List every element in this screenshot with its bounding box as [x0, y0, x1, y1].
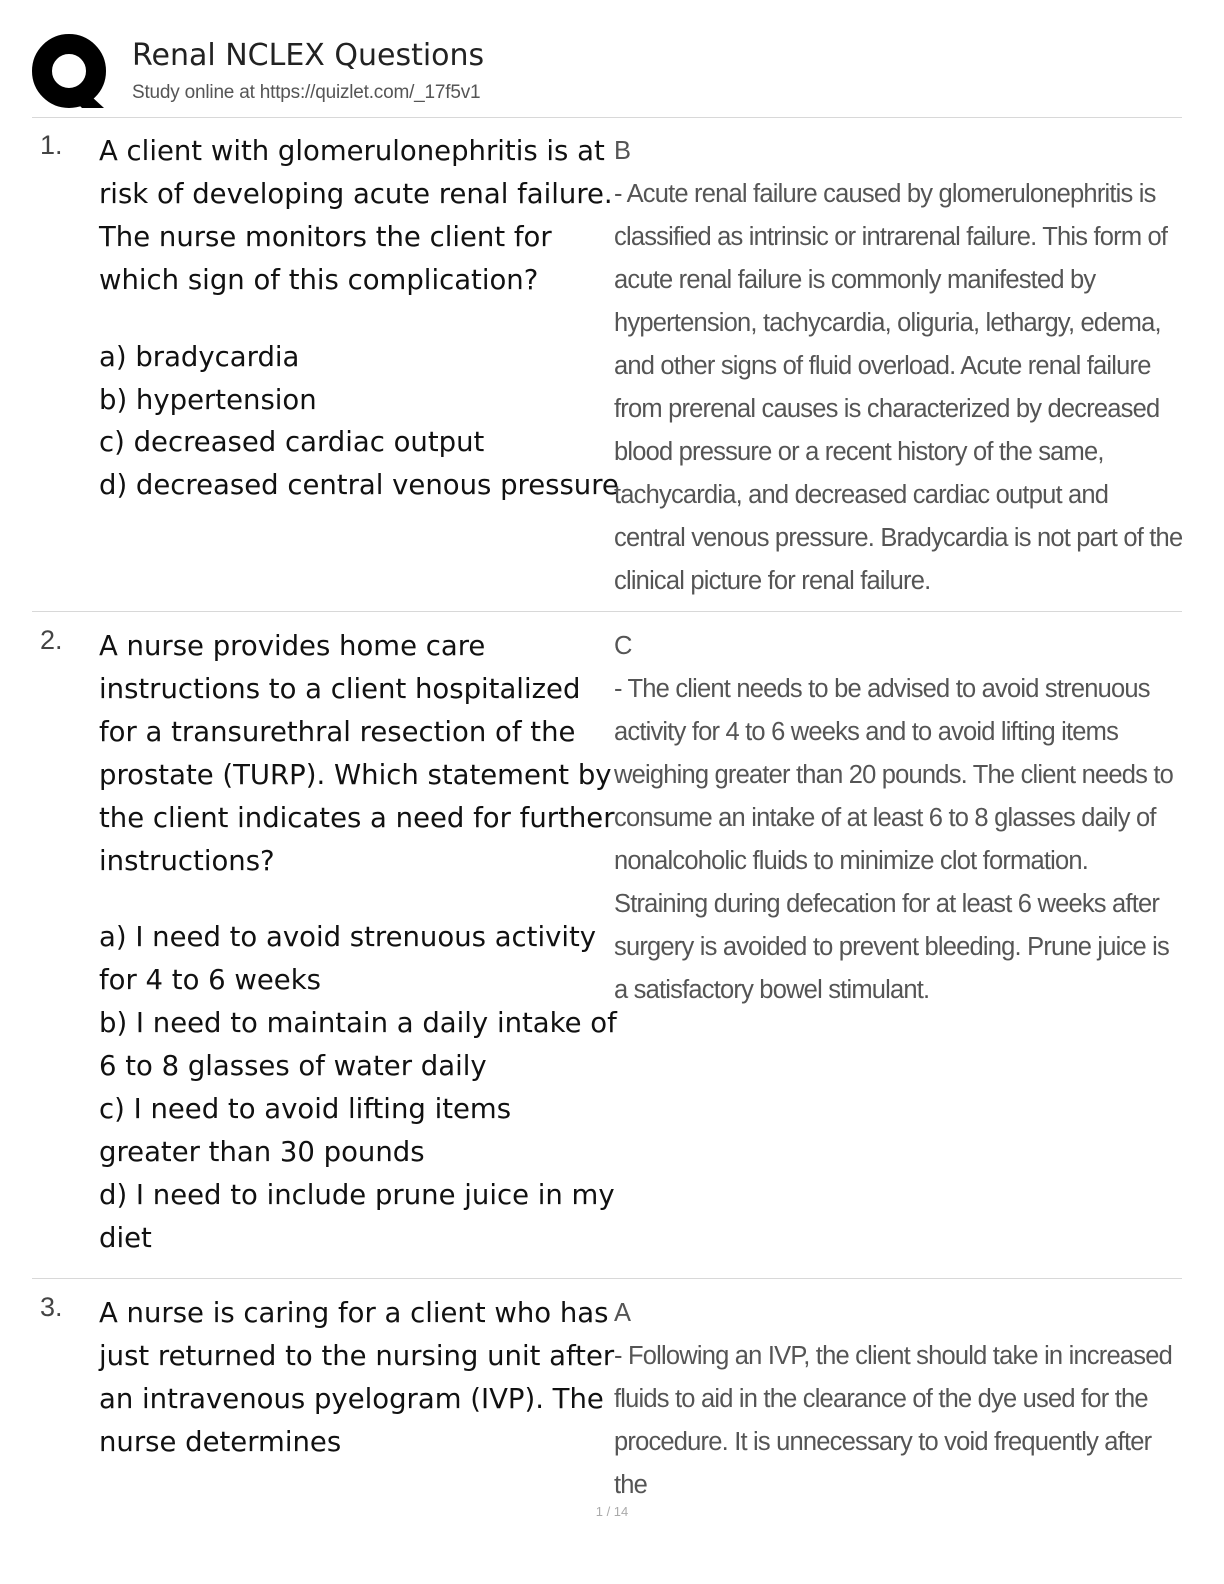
answer-block [614, 625, 1184, 1012]
card-number: 3. [40, 1292, 63, 1322]
divider [32, 117, 1182, 118]
question-text: A nurse provides home care instructions to a client hospitalized for a transurethral resection of the prostate (TURP). Which statement by the client indicates a need for further instructions? [99, 630, 615, 877]
quizlet-q-logo-icon [32, 34, 110, 112]
option-c: c) I need to avoid lifting items greater than 30 pounds [99, 1093, 512, 1168]
option-d: d) decreased central venous pressure [99, 469, 619, 502]
option-a: a) I need to avoid strenuous activity for 4 to 6 weeks [99, 921, 597, 997]
answer-explanation: - The client needs to be advised to avoid strenuous activity for 4 to 6 weeks and to avoid lifting items weighing greater than 20 pounds. The client needs to consume an intake of at least 6 to 8 glasses daily of nonalcoholic fluids to minimize clot formation. Straining during defecation for at least 6 weeks after surgery is avoided to prevent bleeding. Prune juice is a satisfactory bowel stimulant. [614, 675, 1174, 1004]
page-header [32, 34, 1182, 116]
question-text: A client with glomerulonephritis is at risk of developing acute renal failure. The nurse monitors the client for which sign of this complication? [99, 135, 613, 296]
answer-letter: A [614, 1299, 631, 1327]
answer-explanation: - Following an IVP, the client should take in increased fluids to aid in the clearance of the dye used for the procedure. It is unnecessary to void frequently after the [614, 1342, 1172, 1499]
deck-title: Renal NCLEX Questions [132, 38, 485, 73]
divider [32, 1278, 1182, 1279]
question-block [99, 625, 619, 1260]
question-text: A nurse is caring for a client who has just returned to the nursing unit after an intravenous pyelogram (IVP). The nurse determines [99, 1297, 615, 1458]
card-number: 2. [40, 625, 63, 655]
question-block [99, 1292, 619, 1464]
options-list [99, 916, 619, 1259]
option-c: c) decreased cardiac output [99, 426, 485, 459]
option-a: a) bradycardia [99, 340, 300, 373]
option-b: b) I need to maintain a daily intake of 6 to 8 glasses of water daily [99, 1007, 617, 1083]
answer-explanation: - Acute renal failure caused by glomerulonephritis is classified as intrinsic or intrarenal failure. This form of acute renal failure is commonly manifested by hypertension, tachycardia, oliguria, lethargy, edema, and other signs of fluid overload. Acute renal failure from prerenal causes is characterized by decreased blood pressure or a recent history of the same, tachycardia, and decreased cardiac output and central venous pressure. Bradycardia is not part of the clinical picture for renal failure. [614, 180, 1183, 595]
answer-letter: C [614, 632, 632, 660]
page-number: 1 / 14 [595, 1504, 629, 1519]
options-list [99, 336, 619, 508]
option-d: d) I need to include prune juice in my diet [99, 1178, 615, 1254]
study-online-link[interactable]: Study online at https://quizlet.com/_17f5v1 [132, 82, 481, 103]
card-number: 1. [40, 130, 63, 160]
question-block [99, 130, 619, 507]
answer-block [614, 130, 1184, 603]
option-b: b) hypertension [99, 383, 317, 416]
answer-block [614, 1292, 1184, 1507]
divider [32, 611, 1182, 612]
answer-letter: B [614, 137, 631, 165]
